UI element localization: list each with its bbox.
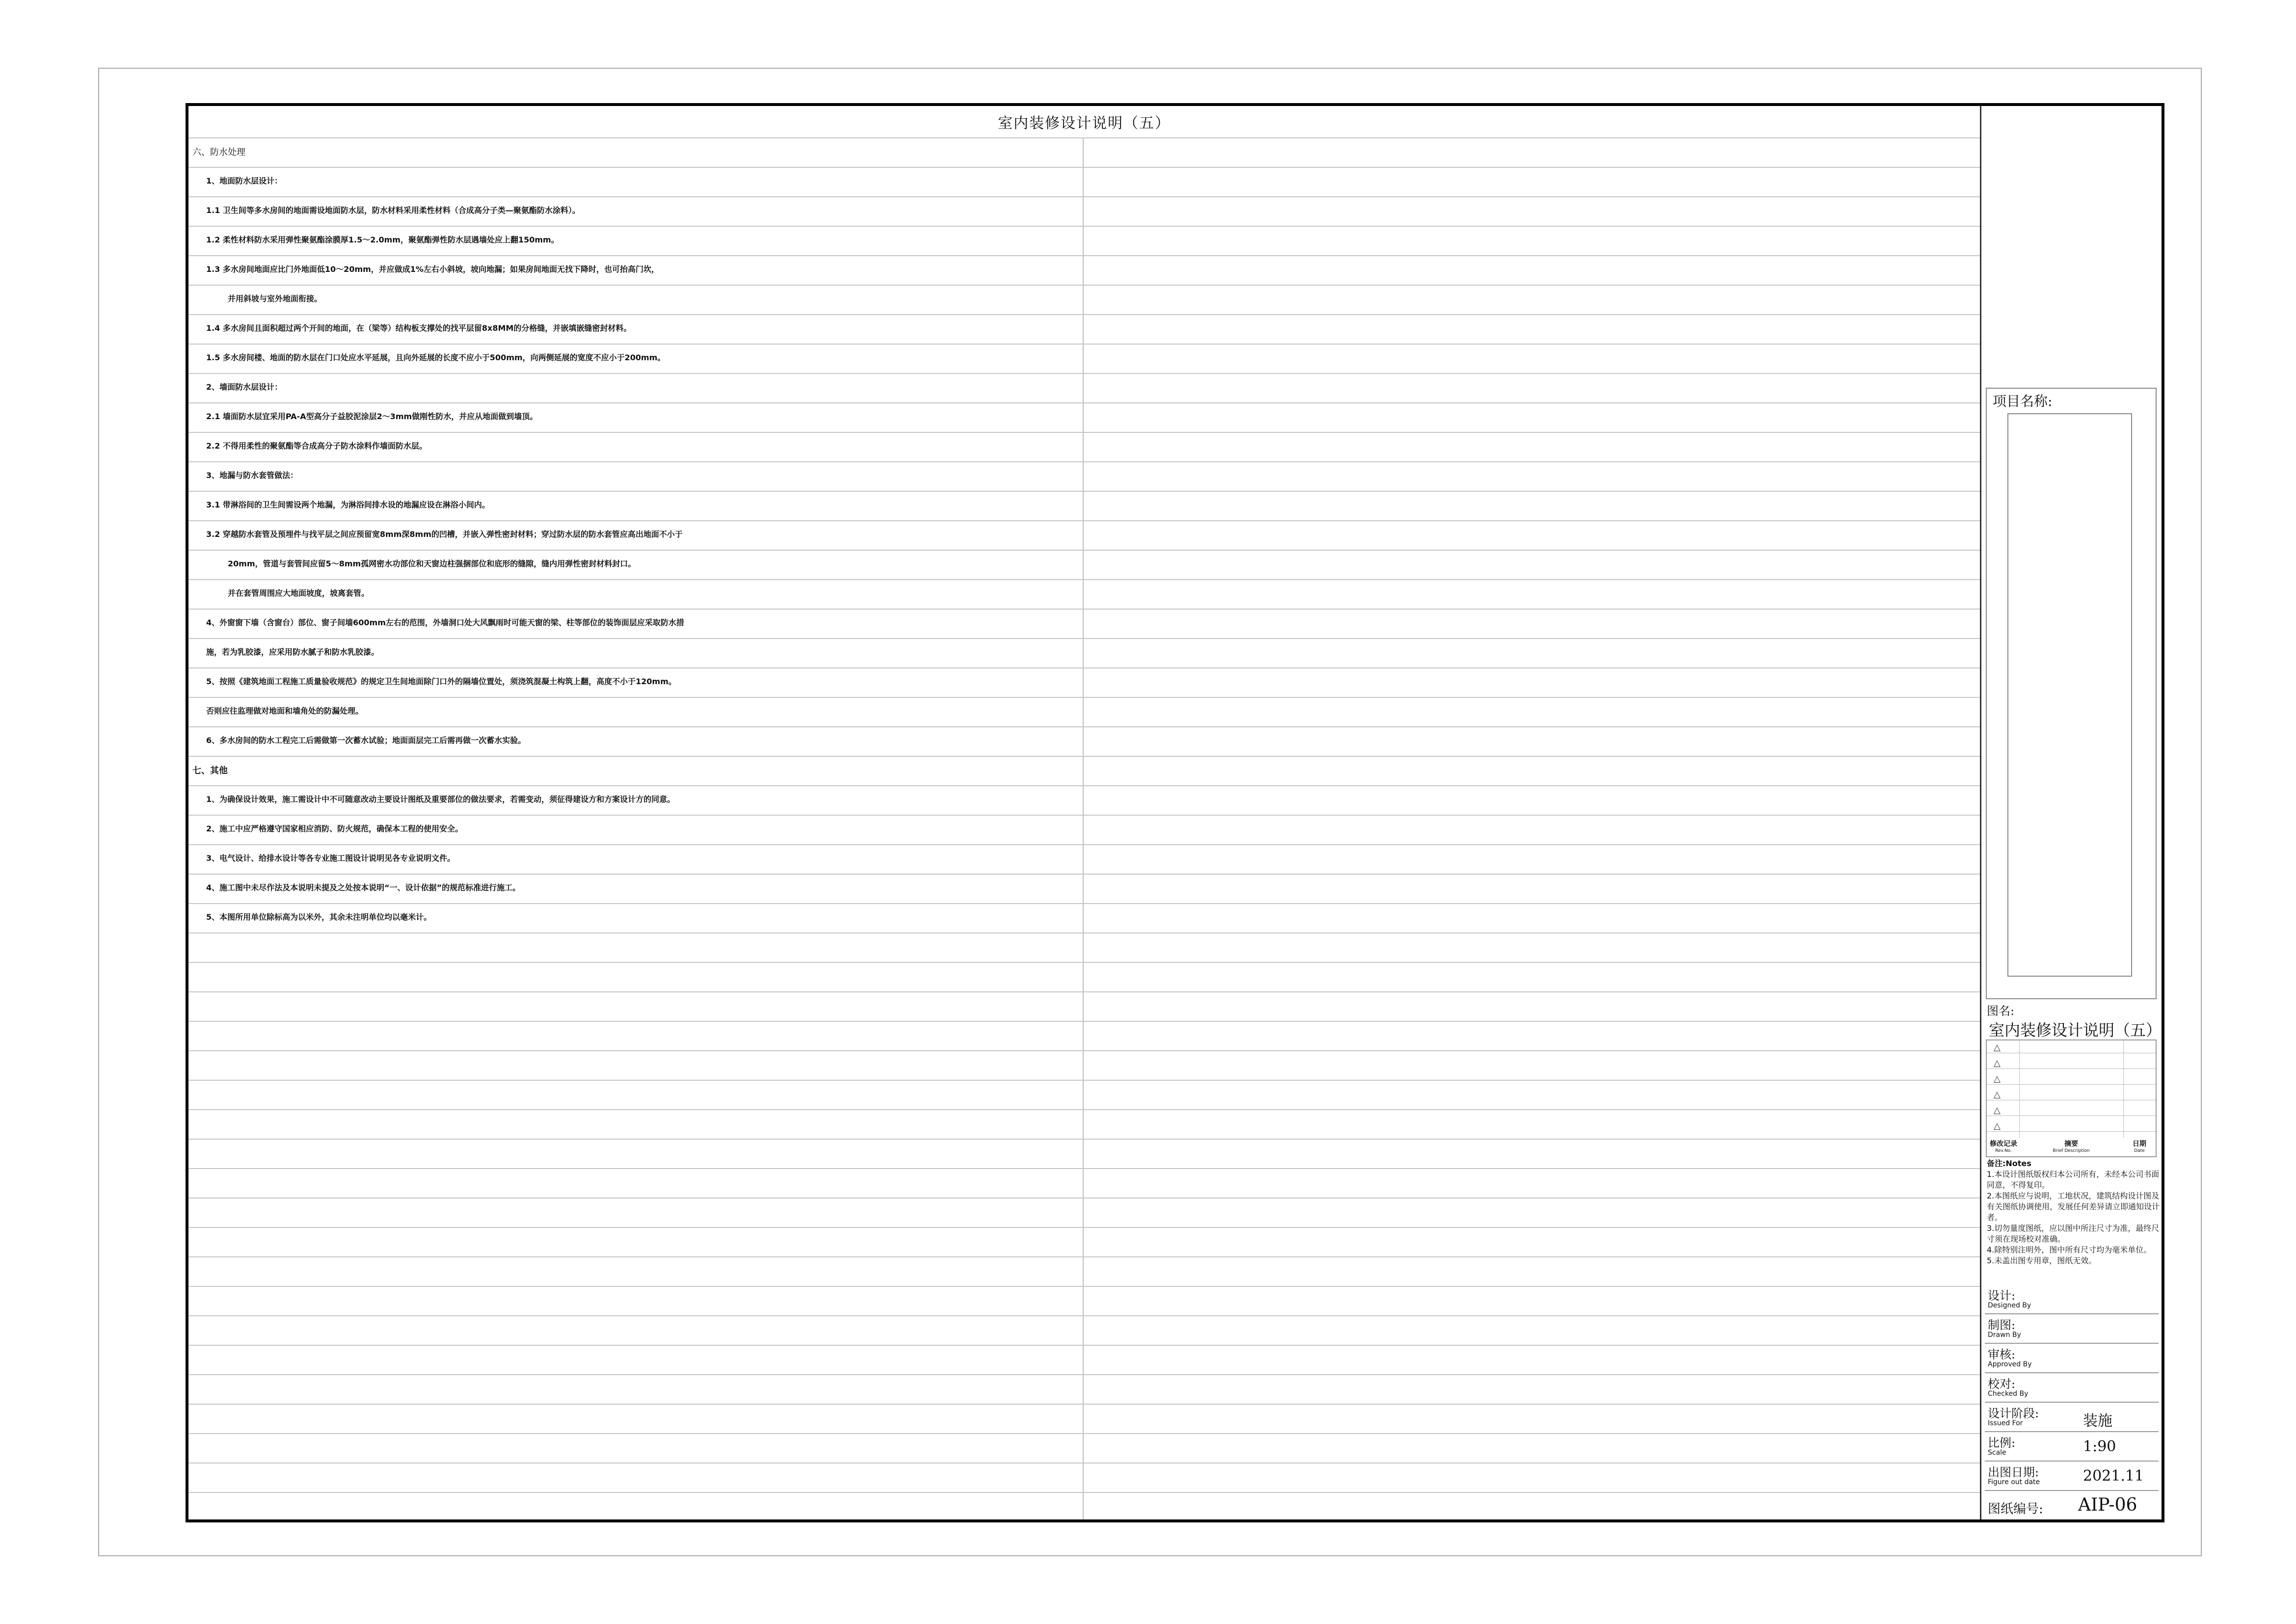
signature-row xyxy=(1985,1431,2159,1462)
revision-row xyxy=(1987,1090,2156,1100)
spec-line: 3.2 穿越防水套管及预埋件与找平层之间应预留宽8mm深8mm的凹槽，并嵌入弹性密封材料；穿过防水层的防水套管应高出地面不小于 xyxy=(206,530,683,539)
table-row xyxy=(188,1080,1980,1109)
signature-label-en: Issued For xyxy=(1988,1419,2023,1427)
revision-table xyxy=(1986,1039,2157,1157)
table-row xyxy=(188,1433,1980,1463)
signature-value: 1:90 xyxy=(2083,1438,2116,1455)
signature-label-en: Drawn By xyxy=(1988,1331,2021,1339)
table-row xyxy=(188,638,1980,667)
table-row xyxy=(188,991,1980,1021)
table-row xyxy=(188,1374,1980,1404)
note-line: 5.未盖出图专用章，图纸无效。 xyxy=(1987,1256,2097,1265)
signature-label-en: Approved By xyxy=(1988,1360,2032,1368)
spec-line: 并在套管周围应大地面坡度，坡离套管。 xyxy=(228,588,370,598)
table-row xyxy=(188,461,1980,491)
table-row xyxy=(188,903,1980,932)
spec-line: 3.1 带淋浴间的卫生间需设两个地漏，为淋浴间排水设的地漏应设在淋浴小间内。 xyxy=(206,500,490,509)
table-row xyxy=(188,1256,1980,1286)
spec-line: 3、地漏与防水套管做法： xyxy=(206,471,298,480)
signature-label: 设计: xyxy=(1988,1289,2016,1303)
spec-line: 5、按照《建筑地面工程施工质量验收规范》的规定卫生间地面除门口外的隔墙位置处，须浇筑混凝土构筑上翻，高度不小于120mm。 xyxy=(206,677,676,686)
spec-line: 1、地面防水层设计： xyxy=(206,176,283,186)
table-row xyxy=(188,255,1980,285)
table-row xyxy=(188,1021,1980,1050)
table-row xyxy=(188,491,1980,520)
table-row xyxy=(188,815,1980,844)
spec-line: 1、为确保设计效果，施工需设计中不可随意改动主要设计图纸及重要部位的做法要求，若需变动，须征得建设方和方案设计方的同意。 xyxy=(206,795,675,804)
revision-triangle-icon: △ xyxy=(1994,1090,2001,1100)
table-row xyxy=(188,1492,1980,1521)
signature-row xyxy=(1985,1313,2159,1344)
table-row xyxy=(188,1109,1980,1139)
sheet-number-label: 图纸编号: xyxy=(1988,1502,2043,1517)
revision-row xyxy=(1987,1121,2156,1132)
table-row xyxy=(188,1050,1980,1080)
spec-line: 2、施工中应严格遵守国家相应消防、防火规范，确保本工程的使用安全。 xyxy=(206,824,463,833)
sheet-number: AIP-06 xyxy=(2078,1495,2137,1515)
spec-line: 4、施工图中未尽作法及本说明未提及之处按本说明“一、设计依据”的规范标准进行施工。 xyxy=(206,883,521,892)
signature-row xyxy=(1985,1461,2159,1491)
table-row xyxy=(188,1345,1980,1374)
note-line: 1.本设计图纸版权归本公司所有，未经本公司书面同意，不得复印。 xyxy=(1987,1170,2160,1190)
signature-label: 制图: xyxy=(1988,1318,2016,1332)
table-row xyxy=(188,402,1980,432)
signature-label-en: Checked By xyxy=(1988,1390,2029,1398)
table-row xyxy=(188,697,1980,726)
revision-header-no: 修改记录 Rev.No. xyxy=(1990,1140,2017,1153)
spec-line: 1.3 多水房间地面应比门外地面低10～20mm，并应做成1%左右小斜坡，坡向地漏；如果房间地面无找下降时，也可抬高门坎， xyxy=(206,265,659,274)
table-row xyxy=(188,226,1980,255)
signature-label-en: Scale xyxy=(1988,1449,2006,1457)
page-title: 室内装修设计说明（五） xyxy=(998,115,1171,132)
signature-label: 校对: xyxy=(1988,1377,2016,1391)
table-row xyxy=(188,579,1980,609)
drawing-name: 室内装修设计说明（五） xyxy=(1989,1021,2162,1039)
signature-label-en: Figure out date xyxy=(1988,1478,2040,1486)
spec-line: 施，若为乳胶漆，应采用防水腻子和防水乳胶漆。 xyxy=(206,647,379,657)
revision-triangle-icon: △ xyxy=(1994,1121,2001,1131)
note-line: 4.除特别注明外，图中所有尺寸均为毫米单位。 xyxy=(1987,1245,2152,1254)
spec-line: 6、多水房间的防水工程完工后需做第一次蓄水试验；地面面层完工后需再做一次蓄水实验。 xyxy=(206,736,526,745)
table-row xyxy=(188,520,1980,550)
table-row xyxy=(188,137,1980,167)
table-row xyxy=(188,1198,1980,1227)
spec-line: 3、电气设计、给排水设计等各专业施工图设计说明见各专业说明文件。 xyxy=(206,853,455,863)
revision-row xyxy=(1987,1058,2156,1069)
spec-table xyxy=(188,137,1980,1519)
table-row xyxy=(188,550,1980,579)
signature-label: 比例: xyxy=(1988,1436,2016,1450)
project-name-label: 项目名称: xyxy=(1993,393,2053,409)
table-row xyxy=(188,285,1980,314)
signature-row xyxy=(1985,1402,2159,1432)
signature-row xyxy=(1985,1372,2159,1403)
signature-value: 2021.11 xyxy=(2083,1467,2144,1485)
revision-triangle-icon: △ xyxy=(1994,1105,2001,1116)
spec-line: 20mm，管道与套管间应留5～8mm孤网密水功部位和天窗边柱强捆部位和底形的缝隙，缝内用弹性密封材料封口。 xyxy=(228,559,636,568)
table-row xyxy=(188,726,1980,756)
revision-triangle-icon: △ xyxy=(1994,1042,2001,1053)
note-line: 3.切勿量度图纸，应以图中所注尺寸为准，最终尺寸须在现场校对准确。 xyxy=(1987,1224,2160,1244)
revision-row xyxy=(1987,1074,2156,1085)
table-row xyxy=(188,1463,1980,1492)
table-row xyxy=(188,1315,1980,1345)
title-block-divider xyxy=(1980,106,1981,1519)
spec-line: 2.2 不得用柔性的聚氨酯等合成高分子防水涂料作墙面防水层。 xyxy=(206,441,427,451)
notes-block xyxy=(1987,1158,2160,1266)
table-row xyxy=(188,167,1980,196)
table-row xyxy=(188,1168,1980,1198)
signature-label: 审核: xyxy=(1988,1348,2016,1361)
table-row xyxy=(188,196,1980,226)
spec-line: 否则应往监理做对地面和墙角处的防漏处理。 xyxy=(206,706,364,716)
spec-line: 1.4 多水房间且面积超过两个开间的地面，在（梁等）结构板支撑处的找平层留8x8MM的分格缝，并嵌填嵌缝密封材料。 xyxy=(206,323,632,333)
project-name-box xyxy=(2007,413,2132,977)
spec-line: 1.5 多水房间楼、地面的防水层在门口处应水平延展，且向外延展的长度不应小于500mm，向两侧延展的宽度不应小于200mm。 xyxy=(206,353,666,362)
table-row xyxy=(188,785,1980,815)
spec-line: 2、墙面防水层设计： xyxy=(206,382,283,392)
revision-row xyxy=(1987,1105,2156,1116)
signature-row xyxy=(1985,1284,2159,1314)
signature-label-en: Designed By xyxy=(1988,1302,2031,1309)
note-line: 2.本图纸应与说明，工地状况，建筑结构设计图及有关图纸协调使用，发展任何差异请立即通知设计者。 xyxy=(1987,1191,2160,1222)
spec-line: 并用斜坡与室外地面衔接。 xyxy=(228,294,322,303)
table-row xyxy=(188,1227,1980,1256)
table-row xyxy=(188,609,1980,638)
spec-line: 4、外窗窗下墙（含窗台）部位、窗子间墙600mm左右的范围，外墙洞口处大风飘雨时可能天窗的梁、柱等部位的装饰面层应采取防水措 xyxy=(206,618,684,627)
table-row xyxy=(188,756,1980,785)
revision-row xyxy=(1987,1042,2156,1053)
signature-label: 出图日期: xyxy=(1988,1465,2039,1479)
table-row xyxy=(188,844,1980,874)
signature-value: 装施 xyxy=(2083,1412,2112,1430)
spec-line: 2.1 墙面防水层宜采用PA-A型高分子益胶泥涂层2～3mm做刚性防水，并应从地面做到墙顶。 xyxy=(206,412,538,421)
table-row xyxy=(188,874,1980,903)
table-row xyxy=(188,962,1980,991)
table-row xyxy=(188,1139,1980,1168)
sheet-number-row xyxy=(1985,1492,2159,1519)
table-row xyxy=(188,373,1980,402)
revision-triangle-icon: △ xyxy=(1994,1074,2001,1084)
revision-triangle-icon: △ xyxy=(1994,1058,2001,1068)
table-row xyxy=(188,932,1980,962)
notes-title: 备注:Notes xyxy=(1987,1159,2031,1168)
spec-line: 1.2 柔性材料防水采用弹性聚氨酯涂膜厚1.5～2.0mm，聚氨酯弹性防水层遇墙处应上翻150mm。 xyxy=(206,235,559,244)
table-row xyxy=(188,667,1980,697)
revision-header-desc: 摘要 Brief Description xyxy=(2053,1140,2090,1153)
drawing-name-label: 图名: xyxy=(1987,1004,2015,1018)
spec-line: 5、本图所用单位除标高为以米外，其余未注明单位均以毫米计。 xyxy=(206,912,432,922)
signature-label: 设计阶段: xyxy=(1988,1407,2039,1420)
table-row xyxy=(188,314,1980,344)
spec-line: 1.1 卫生间等多水房间的地面需设地面防水层，防水材料采用柔性材料（合成高分子类—聚氨酯防水涂料）。 xyxy=(206,206,580,215)
revision-header-date: 日期 Date xyxy=(2133,1140,2146,1153)
table-row xyxy=(188,1286,1980,1315)
table-row xyxy=(188,1404,1980,1433)
table-row xyxy=(188,432,1980,461)
spec-line: 七、其他 xyxy=(192,766,228,776)
signature-row xyxy=(1985,1343,2159,1373)
spec-line: 六、防水处理 xyxy=(192,147,245,158)
table-row xyxy=(188,344,1980,373)
